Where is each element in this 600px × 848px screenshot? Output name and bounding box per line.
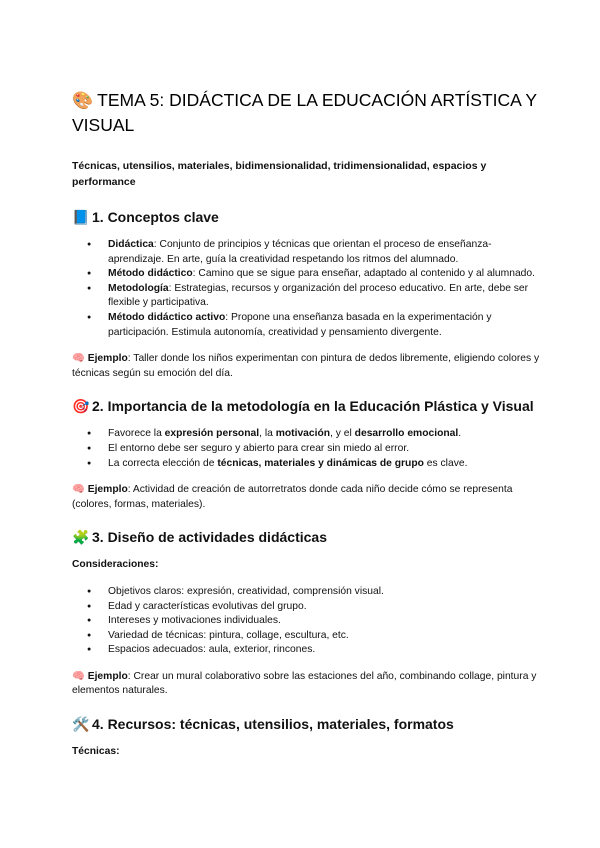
term: Didáctica [108,239,154,250]
concepts-list [72,238,542,340]
section-2-heading [72,397,542,415]
section-1-heading [72,208,542,226]
palette-icon: 🎨 [72,91,94,110]
text: , y el [330,428,355,440]
example-paragraph [72,352,542,381]
definition: : Propone una enseñanza basada en la experimentación y participación. Estimula autonomía, creatividad y pensamiento divergente. [108,311,492,338]
text: . [458,428,462,440]
term: Metodología [108,282,169,294]
list-item: ● Variedad de técnicas: pintura, collage, escultura, etc. [72,629,542,644]
text: es clave. [423,457,468,469]
list-item [72,427,542,442]
section-4-heading-text: 4. Recursos: técnicas, utensilios, materiales, formatos [92,716,454,733]
section-2-heading-text: 2. Importancia de la metodología en la Educación Plástica y Visual [92,398,534,415]
emphasis: expresión personal [164,428,260,440]
section-1-heading-text: 1. Conceptos clave [92,209,219,225]
text: Favorece la [108,428,165,440]
brain-icon: 🧠 [72,353,85,365]
list-item: ● Edad y características evolutivas del grupo. [72,600,542,615]
list-item [72,311,542,340]
example-paragraph [72,483,542,512]
section-3-heading-text: 3. Diseño de actividades didácticas [92,529,327,546]
example-text: : Crear un mural colaborativo sobre las estaciones del año, combinando collage, pintura y elementos naturales. [72,670,537,697]
document-content [72,88,542,760]
section-4-heading [72,715,542,733]
definition: : Camino que se sigue para enseñar, adaptado al contenido y al alumnado. [192,268,535,280]
list-item [72,442,542,457]
definition: : Conjunto de principios y técnicas que orientan el proceso de enseñanza-aprendizaje. En arte, guía la creatividad respetando los ritmos del alumnado. [108,239,492,265]
definition: : Estrategias, recursos y organización del proceso educativo. En arte, debe ser flexible y participativa. [108,282,529,309]
list-item [72,282,542,311]
example-text: : Actividad de creación de autorretratos donde cada niño decide cómo se representa (colores, formas, materiales). [72,484,513,510]
emphasis: motivación [275,428,331,440]
list-item: ● Intereses y motivaciones individuales. [72,614,542,629]
section-3-heading [72,528,542,546]
example-label: Ejemplo [87,353,128,365]
list-item: ● Espacios adecuados: aula, exterior, rincones. [72,643,542,658]
example-label: Ejemplo [87,670,128,682]
considerations-label: Consideraciones: [72,559,159,571]
target-icon: 🎯 [72,398,90,415]
emphasis: desarrollo emocional [354,428,459,440]
list-item [72,267,542,282]
page-title-text: TEMA 5: DIDÁCTICA DE LA EDUCACIÓN ARTÍSTICA Y VISUAL [72,90,537,135]
page-subtitle: Técnicas, utensilios, materiales, bidimensionalidad, tridimensionalidad, espacios y performance [72,160,487,188]
emphasis: técnicas, materiales y dinámicas de grupo [217,457,424,469]
puzzle-icon: 🧩 [72,529,90,546]
page-title [72,88,542,138]
term: Método didáctico [108,268,193,280]
brain-icon: 🧠 [72,484,85,496]
example-paragraph [72,670,542,699]
blue-book-icon: 📘 [72,209,90,225]
example-label: Ejemplo [87,484,128,496]
list-item [72,457,542,472]
list-item: ● Objetivos claros: expresión, creatividad, comprensión visual. [72,585,542,600]
brain-icon: 🧠 [72,670,85,682]
list-item [72,238,542,267]
techniques-label: Técnicas: [72,746,120,758]
text: El entorno debe ser seguro y abierto para crear sin miedo al error. [108,442,410,454]
text: La correcta elección de [108,457,218,469]
tools-icon: 🛠️ [72,716,90,733]
text: , la [259,428,276,440]
considerations-list [72,585,542,658]
term: Método didáctico activo [108,311,226,323]
importance-list [72,427,542,471]
example-text: : Taller donde los niños experimentan con pintura de dedos libremente, eligiendo colores y técnicas según su emoción del día. [72,353,540,379]
